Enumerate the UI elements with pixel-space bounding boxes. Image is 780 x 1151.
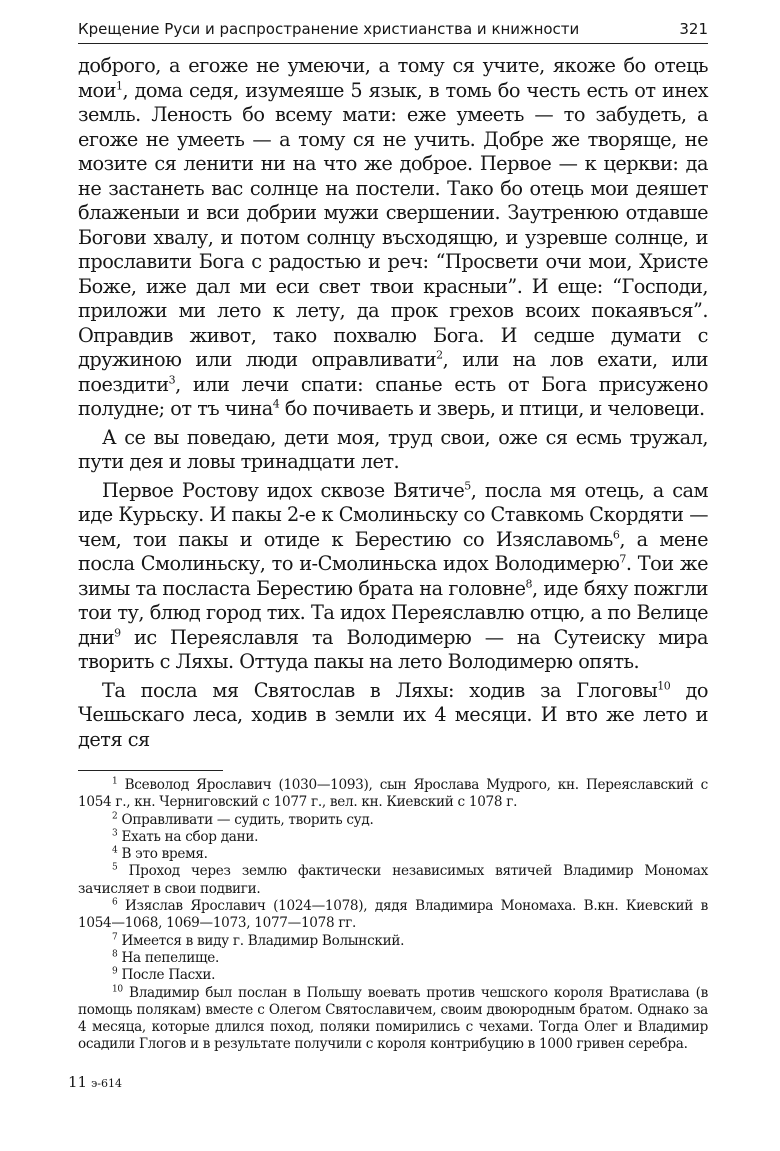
footnote-reference: 1 [115,79,123,93]
text-run: бо почиваеть и зверь, и птици, и человеци. [279,397,705,420]
text-run: А се вы поведаю, дети моя, труд свои, оже ся есмь тружал, пути дея и ловы тринадцати лет. [78,425,708,473]
footnote-text: Ехать на сбор дани. [121,828,259,845]
footnote-number: 4 [112,845,118,856]
footnote-text: Владимир был послан в Польшу воевать против чешского короля Вратислава (в помощь полякам) вместе с Олегом Святославичем, своим двоюродным братом. Однако за 4 месяца, которые длился поход, поляки помирились с чехами. Тогда Олег и Владимир осадили Глогов и в результате получили с короля контрибуцию в 1000 гривен серебра. [78,984,708,1053]
text-run: , дома седя, изумеяше 5 язык, в томь бо честь есть от инех земль. Леность бо всему мати: еже умееть — то забудеть, а егоже не умееть — а тому ся не учить. Добре же творяще, не мозите ся ленити ни на что же доброе. Первое — к церкви: да не застанеть вас солнце на постели. Тако бо отець мои деяшет блаженыи и вси добрии мужи свершении. Заутренюю отдавше Богови хвалу, и потом солнцу въсходящю, и узревше солнце, и прославити Бога с радостью и реч: “Просвети очи мои, Христе Боже, иже дал ми еси свет твои красныи”. И еще: “Господи, приложи ми лето к лету, да прок грехов всоих покаявъся”. Оправдив живот, тако похвалю Бога. И седше думати с дружиною или люди оправливати [78,78,708,371]
footnote-text: После Пасхи. [121,967,216,984]
footnote-number: 3 [112,828,118,839]
text-run: , посла мя отець, а сам иде Курьску. И пакы 2-е к Смолиньску со Ставкомь Скордяти — чем, тои пакы и отиде к Берестию со Изяславомь [78,478,708,551]
text-run: , а мене посла Смолиньску, то и-Смолиньска идох Володимерю [78,527,708,575]
footnote-separator [78,770,223,771]
footnote-text: Изяслав Ярославич (1024—1078), дядя Владимира Мономаха. В.кн. Киевский в 1054—1068, 1069—1073, 1077—1078 гг. [78,898,708,932]
footnote [78,829,708,846]
footnote-reference: 8 [525,577,533,591]
footnote-number: 7 [112,932,118,943]
paragraph [78,54,708,422]
text-run: до Чешьскаго леса, ходив в земли их 4 месяци. И вто же лето и детя ся [78,678,708,751]
footnotes [78,777,708,1054]
footnote-reference: 4 [272,397,280,411]
footnote-number: 9 [112,966,118,977]
footnote-number: 1 [112,776,118,787]
footnote-reference: 3 [168,373,176,387]
footnote [78,863,708,898]
footnote [78,933,708,950]
footnote-reference: 7 [619,552,626,566]
page-number: 321 [679,20,708,38]
printer-signature [68,1073,122,1091]
footnote-reference: 9 [114,626,121,640]
footnote-number: 8 [112,949,118,960]
footnote-reference: 5 [464,479,471,493]
paragraph [78,679,708,753]
text-run: , иде бяху пожгли тои ту, блюд город тих. Та идох Переяславлю отцю, а по Велице дни [78,576,708,649]
signature-mark: 11 [68,1073,88,1091]
footnote-text: В это время. [121,846,208,863]
footnote-reference: 10 [657,679,671,693]
footnote-text: Оправливати — судить, творить суд. [121,811,374,828]
footnote [78,777,708,812]
page [78,20,708,1054]
text-run: доброго, а егоже не умеючи, а тому ся учите, якоже бо отець мои [78,54,708,102]
text-run: Та посла мя Святослав в Ляхы: ходив за Глоговы [102,678,658,702]
footnote-text: Имеется в виду г. Владимир Волынский. [121,932,405,949]
footnote-text: Всеволод Ярославич (1030—1093), сын Ярослава Мудрого, кн. Переяславский с 1054 г., кн. Черниговский с 1077 г., вел. кн. Киевский с 1078 г. [78,777,708,811]
footnote-reference: 2 [436,348,443,362]
running-title: Крещение Руси и распространение христианства и книжности [78,20,580,38]
footnote-text: Проход через землю фактически независимых вятичей Владимир Мономах зачисляет в свои подвиги. [78,863,708,897]
text-run: . Тои же зимы та посласта Берестию брата на головне [78,552,709,600]
footnote [78,985,708,1054]
main-text [78,54,708,752]
footnote-number: 5 [112,862,118,873]
footnote [78,846,708,863]
running-header [78,20,708,44]
signature-code: э-614 [91,1077,122,1090]
paragraph [78,426,708,475]
footnote [78,898,708,933]
footnote-number: 6 [112,897,118,908]
text-run: ис Переяславля та Володимерю — на Сутеиску мира творить с Ляхы. Оттуда пакы на лето Володимерю опять. [78,625,708,673]
footnote-number: 2 [112,811,118,822]
text-run: , или на лов ехати, или поездити [78,348,708,396]
paragraph [78,479,708,675]
footnote [78,812,708,829]
footnote [78,950,708,967]
footnote [78,967,708,984]
footnote-number: 10 [112,984,123,995]
footnote-reference: 6 [612,528,620,542]
text-run: , или лечи спати: спанье есть от Бога присужено полудне; от тъ чина [78,372,708,420]
text-run: Первое Ростову идох сквозе Вятиче [102,478,465,502]
footnote-text: На пепелище. [121,949,220,966]
